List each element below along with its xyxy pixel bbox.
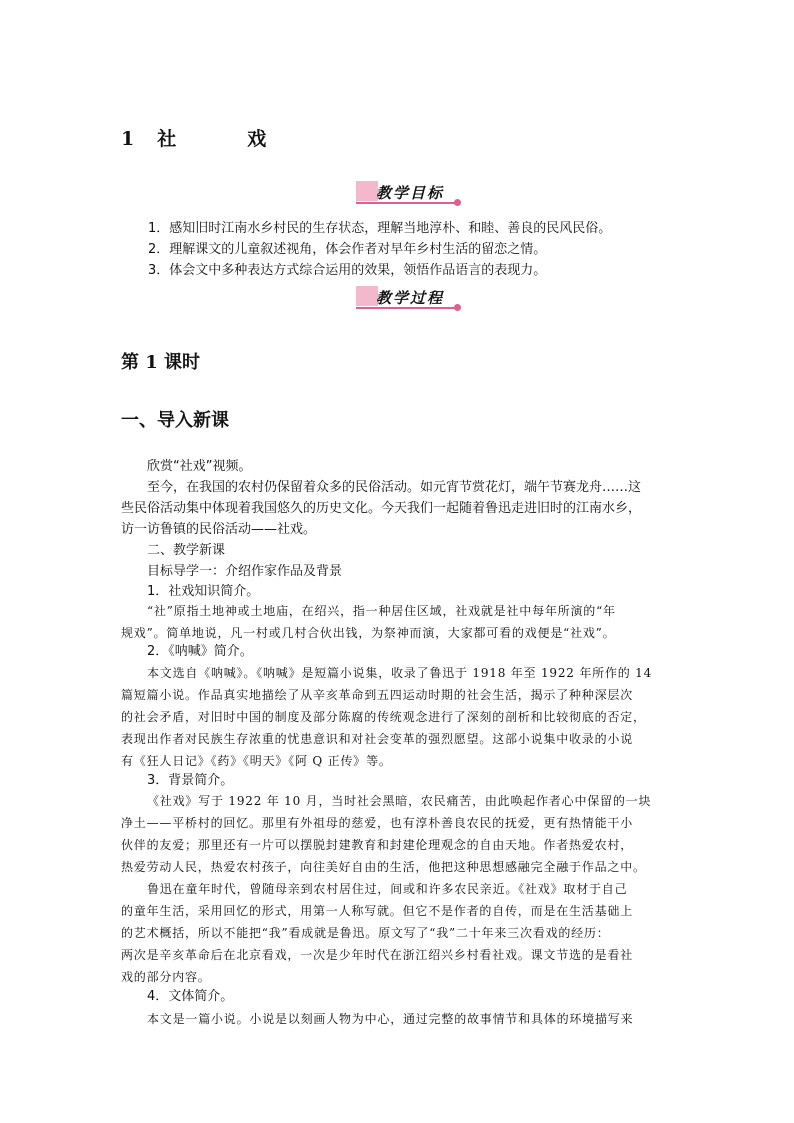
text-line: 本文选自《呐喊》。《呐喊》是短篇小说集，收录了鲁迅于 1918 年至 1922 年所作的 14 (147, 666, 653, 680)
text-line: 些民俗活动集中体现着我国悠久的历史文化。今天我们一起随着鲁迅走进旧时的江南水乡， (121, 501, 642, 516)
banner-dot-icon (454, 199, 461, 206)
goal-item: 1．感知旧时江南水乡村民的生存状态，理解当地淳朴、和睦、善良的民风民俗。 (148, 221, 612, 236)
item-heading: 4．文体简介。 (147, 989, 234, 1004)
section-heading: 一、导入新课 (121, 410, 229, 431)
text-line: 戏的部分内容。 (121, 970, 211, 984)
text-line: 至今，在我国的农村仍保留着众多的民俗活动。如元宵节赏花灯，端午节赛龙舟……这 (147, 480, 642, 495)
lesson-name: 社 戏 (157, 128, 293, 150)
text-line: 欣赏“社戏”视频。 (147, 459, 252, 474)
item-heading: 2．《呐喊》简介。 (147, 644, 253, 659)
text-line: 两次是辛亥革命后在北京看戏，一次是少年时代在浙江绍兴乡村看社戏。课文节选的是看社 (121, 948, 634, 962)
text-line: 热爱劳动人民，热爱农村孩子，向往美好自由的生活，他把这种思想感融完全融于作品之中。 (121, 860, 646, 874)
subsection-heading: 二、教学新课 (147, 543, 226, 558)
teaching-goals-heading: 教学目标 (376, 184, 445, 202)
goal-item: 2．理解课文的儿童叙述视角，体会作者对早年乡村生活的留恋之情。 (148, 242, 547, 257)
teaching-process-heading: 教学过程 (376, 289, 445, 307)
text-line: 净土——平桥村的回忆。那里有外祖母的慈爱，也有淳朴善良农民的抚爱，更有热情能干小 (121, 816, 634, 830)
text-line: 本文是一篇小说。小说是以刻画人物为中心，通过完整的故事情节和具体的环境描写来 (147, 1012, 634, 1026)
lesson-period: 第 1 课时 (121, 352, 201, 373)
item-heading: 1．社戏知识简介。 (147, 584, 260, 599)
text-line: 鲁迅在童年时代，曾随母亲到农村居住过，间或和许多农民亲近。《社戏》取材于自己 (147, 882, 628, 896)
text-line: 访一访鲁镇的民俗活动——社戏。 (121, 522, 317, 537)
teaching-process-banner (356, 286, 460, 312)
item-heading: 3．背景简介。 (147, 773, 234, 788)
text-line: 伙伴的友爱；那里还有一片可以摆脱封建教育和封建伦理观念的自由天地。作者热爱农村， (121, 838, 634, 852)
text-line: “社”原指土地神或土地庙，在绍兴，指一种居住区域，社戏就是社中每年所演的“年 (147, 604, 616, 618)
banner-dot-icon (454, 304, 461, 311)
text-line: 表现出作者对民族生存浓重的忧患意识和对社会变革的强烈愿望。这部小说集中收录的小说 (121, 732, 634, 746)
text-line: 的艺术概括，所以不能把“我”看成就是鲁迅。原文写了“我”二十年来三次看戏的经历： (121, 926, 610, 940)
text-line: 规戏”。简单地说，凡一村或几村合伙出钱，为祭神而演，大家都可看的戏便是“社戏”。 (121, 626, 616, 640)
text-line: 篇短篇小说。作品真实地描绘了从辛亥革命到五四运动时期的社会生活，揭示了种种深层次 (121, 688, 634, 702)
lesson-title (121, 124, 292, 151)
text-line: 有《狂人日记》《药》《明天》《阿 Q 正传》等。 (121, 754, 392, 768)
lesson-number: 1 (121, 128, 136, 150)
text-line: 《社戏》写于 1922 年 10 月，当时社会黑暗，农民痛苦，由此唤起作者心中保留的一块 (147, 794, 652, 808)
text-line: 的童年生活，采用回忆的形式，用第一人称写就。但它不是作者的自传，而是在生活基础上 (121, 904, 634, 918)
goal-item: 3．体会文中多种表达方式综合运用的效果，领悟作品语言的表现力。 (148, 263, 547, 278)
teaching-goals-banner (356, 181, 460, 207)
goal-guide-heading: 目标导学一：介绍作家作品及背景 (147, 564, 343, 579)
text-line: 的社会矛盾，对旧时中国的制度及部分陈腐的传统观念进行了深刻的剖析和比较彻底的否定， (121, 710, 646, 724)
